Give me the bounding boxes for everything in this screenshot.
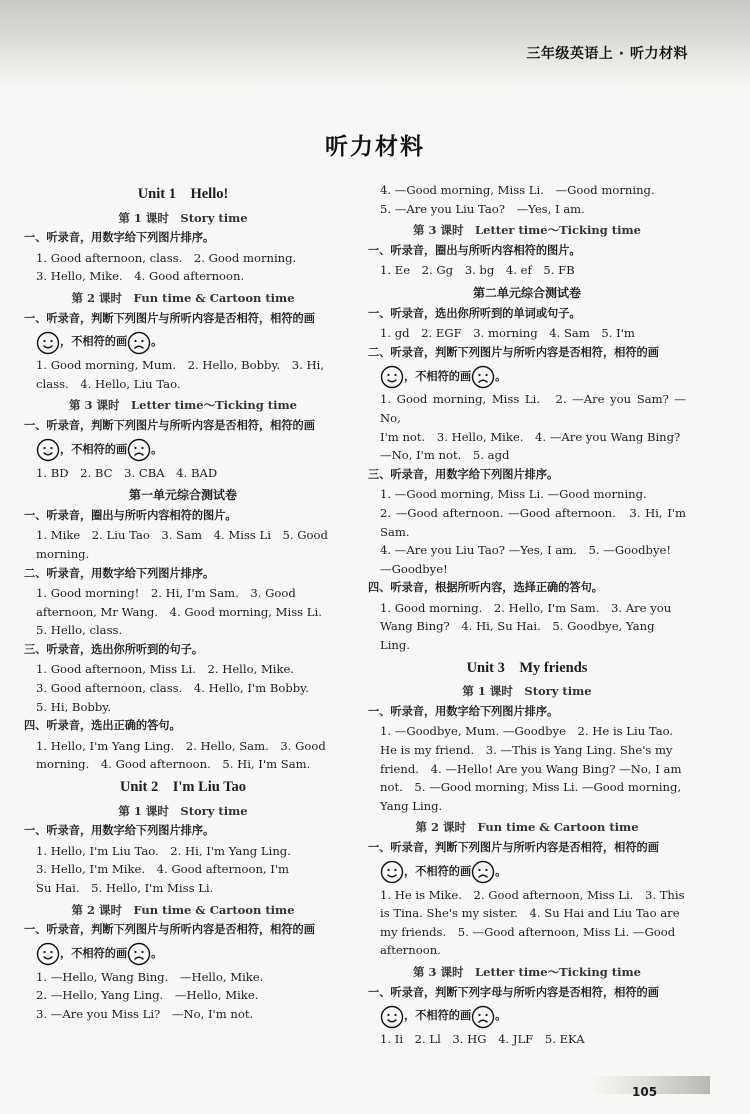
unit-heading: Unit 1 Hello! xyxy=(137,186,229,202)
face-instruction xyxy=(24,329,342,356)
sad-face-icon xyxy=(471,860,495,884)
face-instruction xyxy=(24,941,342,968)
face-instruction xyxy=(368,363,686,390)
answer-line: 4. —Are you Liu Tao? —Yes, I am. 5. —Goodbye! xyxy=(380,543,672,558)
answer-block xyxy=(24,464,342,483)
question: 一、听录音，判断下列图片与所听内容是否相符，相符的画 xyxy=(24,311,315,325)
question: 一、听录音，判断下列字母与所听内容是否相符，相符的画 xyxy=(368,985,659,999)
answer-line: 1. —Goodbye, Mum. —Goodbye 2. He is Liu Tao. xyxy=(380,724,674,739)
period: 。 xyxy=(151,335,163,349)
lesson-heading: 第 1 课时 Story time xyxy=(462,684,592,699)
answer-line: 3. Good afternoon, class. 4. Hello, I'm Bobby. xyxy=(36,681,309,696)
answer-line: 1. Hello, I'm Liu Tao. 2. Hi, I'm Yang Ling. xyxy=(36,843,291,858)
lesson-heading: 第 1 课时 Story time xyxy=(118,803,248,818)
sad-face-icon xyxy=(471,365,495,389)
answer-line: 3. Hello, I'm Mike. 4. Good afternoon, I'm xyxy=(36,862,290,877)
question: 三、听录音，选出你所听到的句子。 xyxy=(24,642,204,656)
question: 一、听录音，判断下列图片与所听内容是否相符，相符的画 xyxy=(24,923,315,937)
lesson-heading: 第 3 课时 Letter time～Ticking time xyxy=(413,223,641,238)
lesson-heading: 第 2 课时 Fun time & Cartoon time xyxy=(71,290,295,305)
sad-face-icon xyxy=(127,331,151,355)
header-title: 三年级英语上 · 听力材料 xyxy=(526,46,688,62)
answer-line: 1. Good afternoon, Miss Li. 2. Hello, Mike. xyxy=(36,662,295,677)
answer-block xyxy=(368,485,686,578)
answer-block xyxy=(368,390,686,464)
lesson-heading: 第 3 课时 Letter time～Ticking time xyxy=(69,398,297,413)
answer-line: 1. Mike 2. Liu Tao 3. Sam 4. Miss Li 5. Good xyxy=(36,528,328,543)
face-instruction-text: ，不相符的画 xyxy=(404,369,472,383)
answer-line: 1. He is Mike. 2. Good afternoon, Miss Li. 3. This xyxy=(380,887,685,902)
answer-line: friend. 4. —Hello! Are you Wang Bing? —No, I am xyxy=(380,761,682,776)
lesson-heading: 第 2 课时 Fun time & Cartoon time xyxy=(71,902,295,917)
question: 一、听录音，圈出与所听内容相符的图片。 xyxy=(24,508,237,522)
face-instruction-text: ，不相符的画 xyxy=(404,864,472,878)
period: 。 xyxy=(151,946,163,960)
sad-face-icon xyxy=(471,1005,495,1029)
period: 。 xyxy=(151,442,163,456)
answer-block xyxy=(24,584,342,640)
smiley-face-icon xyxy=(380,365,404,389)
test-heading: 第二单元综合测试卷 xyxy=(472,285,581,300)
question: 一、听录音，用数字给下列图片排序。 xyxy=(24,824,215,838)
answer-block xyxy=(24,356,342,393)
answer-line: 4. —Good morning, Miss Li. —Good morning. xyxy=(380,183,655,197)
unit-heading: Unit 2 I'm Liu Tao xyxy=(119,779,247,796)
answer-line: Wang Bing? 4. Hi, Su Hai. 5. Goodbye, Yang xyxy=(380,619,655,634)
answer-line: 2. —Good afternoon. —Good afternoon. 3. Hi, I'm Sam. xyxy=(380,505,686,539)
question: 四、听录音，选出正确的答句。 xyxy=(24,719,181,733)
left-column xyxy=(24,181,342,1024)
answer-line: morning. 4. Good afternoon. 5. Hi, I'm Sam. xyxy=(36,757,311,772)
face-instruction xyxy=(24,437,342,464)
answer-line: morning. xyxy=(36,546,90,561)
answer-line: 1. Ii 2. Ll 3. HG 4. JLF 5. EKA xyxy=(380,1032,585,1047)
smiley-face-icon xyxy=(36,438,60,462)
smiley-face-icon xyxy=(36,331,60,355)
answer-line: not. 5. —Good morning, Miss Li. —Good morning, xyxy=(380,780,682,795)
question: 三、听录音，用数字给下列图片排序。 xyxy=(368,467,559,481)
answer-line: 1. Good morning. 2. Hello, I'm Sam. 3. Are you xyxy=(380,600,672,615)
face-instruction xyxy=(368,859,686,886)
face-instruction-text: ，不相符的画 xyxy=(60,335,128,349)
smiley-face-icon xyxy=(380,860,404,884)
right-column xyxy=(368,181,686,1049)
question: 一、听录音，用数字给下列图片排序。 xyxy=(368,704,559,718)
answer-line: —No, I'm not. 5. agd xyxy=(380,448,510,463)
page-title: 听力材料 xyxy=(325,134,425,160)
answer-block xyxy=(368,722,686,815)
answer-line: He is my friend. 3. —This is Yang Ling. She's my xyxy=(380,743,673,758)
answer-line: —Goodbye! xyxy=(380,561,448,576)
answer-line: 5. Hi, Bobby. xyxy=(36,699,111,714)
answer-line: 3. —Are you Miss Li? —No, I'm not. xyxy=(36,1006,254,1021)
answer-block xyxy=(368,181,686,218)
question: 一、听录音，选出你所听到的单词或句子。 xyxy=(368,306,581,320)
answer-line: afternoon, Mr Wang. 4. Good morning, Miss Li. xyxy=(36,604,322,619)
answer-line: 5. —Are you Liu Tao? —Yes, I am. xyxy=(380,201,585,216)
answer-line: is Tina. She's my sister. 4. Su Hai and Liu Tao are xyxy=(380,906,680,921)
question: 一、听录音，判断下列图片与所听内容是否相符，相符的画 xyxy=(368,841,659,854)
lesson-heading: 第 2 课时 Fun time & Cartoon time xyxy=(415,820,639,835)
sad-face-icon xyxy=(127,942,151,966)
answer-line: Su Hai. 5. Hello, I'm Miss Li. xyxy=(36,881,214,895)
smiley-face-icon xyxy=(380,1005,404,1029)
answer-block xyxy=(24,842,342,898)
answer-line: I'm not. 3. Hello, Mike. 4. —Are you Wang Bing? xyxy=(380,429,681,444)
answer-block xyxy=(368,261,686,280)
page-number: 105 xyxy=(632,1085,658,1099)
answer-block xyxy=(368,886,686,960)
answer-line: Ling. xyxy=(380,638,410,653)
face-instruction-text: ，不相符的画 xyxy=(60,946,128,960)
answer-line: 1. —Good morning, Miss Li. —Good morning. xyxy=(380,487,647,502)
face-instruction xyxy=(368,1003,686,1030)
sad-face-icon xyxy=(127,438,151,462)
answer-line: 1. —Hello, Wang Bing. —Hello, Mike. xyxy=(36,969,264,984)
answer-line: Yang Ling. xyxy=(380,798,443,813)
question: 一、听录音，用数字给下列图片排序。 xyxy=(24,231,215,245)
answer-block xyxy=(24,737,342,774)
question: 二、听录音，用数字给下列图片排序。 xyxy=(24,566,215,580)
answer-line: 1. gd 2. EGF 3. morning 4. Sam 5. I'm xyxy=(380,326,635,341)
answer-line: 1. Ee 2. Gg 3. bg 4. ef 5. FB xyxy=(380,263,575,278)
face-instruction-text: ，不相符的画 xyxy=(60,442,128,456)
lesson-heading: 第 3 课时 Letter time～Ticking time xyxy=(413,964,641,979)
period: 。 xyxy=(495,1009,507,1023)
answer-line: 2. —Hello, Yang Ling. —Hello, Mike. xyxy=(36,988,259,1003)
answer-block xyxy=(24,968,342,1024)
lesson-heading: 第 1 课时 Story time xyxy=(118,210,248,225)
test-heading: 第一单元综合测试卷 xyxy=(128,488,237,503)
answer-block xyxy=(368,324,686,343)
unit-heading: Unit 3 My friends xyxy=(466,659,588,676)
period: 。 xyxy=(495,864,507,878)
answer-line: 1. Good afternoon, class. 2. Good morning. xyxy=(36,250,297,265)
answer-block xyxy=(368,599,686,655)
question: 四、听录音，根据所听内容，选择正确的答句。 xyxy=(368,581,603,595)
question: 二、听录音，判断下列图片与所听内容是否相符，相符的画 xyxy=(368,345,659,359)
question: 一、听录音，判断下列图片与所听内容是否相符，相符的画 xyxy=(24,418,315,432)
answer-line: 5. Hello, class. xyxy=(36,623,123,638)
answer-line: afternoon. xyxy=(380,943,441,958)
answer-line: 1. Good morning! 2. Hi, I'm Sam. 3. Good xyxy=(36,586,296,601)
smiley-face-icon xyxy=(36,942,60,966)
answer-line: class. 4. Hello, Liu Tao. xyxy=(36,376,181,391)
answer-block xyxy=(24,660,342,716)
answer-line: 1. BD 2. BC 3. CBA 4. BAD xyxy=(36,465,218,480)
answer-line: 3. Hello, Mike. 4. Good afternoon. xyxy=(36,269,245,284)
answer-block xyxy=(24,526,342,563)
answer-line: 1. Hello, I'm Yang Ling. 2. Hello, Sam. 3. Good xyxy=(36,738,326,753)
answer-line: 1. Good morning, Miss Li. 2. —Are you Sam? —No, xyxy=(380,392,686,425)
question: 一、听录音，圈出与所听内容相符的图片。 xyxy=(368,243,581,257)
period: 。 xyxy=(495,369,507,383)
answer-block xyxy=(368,1030,686,1049)
face-instruction-text: ，不相符的画 xyxy=(404,1009,472,1023)
answer-line: 1. Good morning, Mum. 2. Hello, Bobby. 3. Hi, xyxy=(36,358,325,373)
answer-line: my friends. 5. —Good afternoon, Miss Li. —Good xyxy=(380,924,676,939)
answer-block xyxy=(24,249,342,286)
